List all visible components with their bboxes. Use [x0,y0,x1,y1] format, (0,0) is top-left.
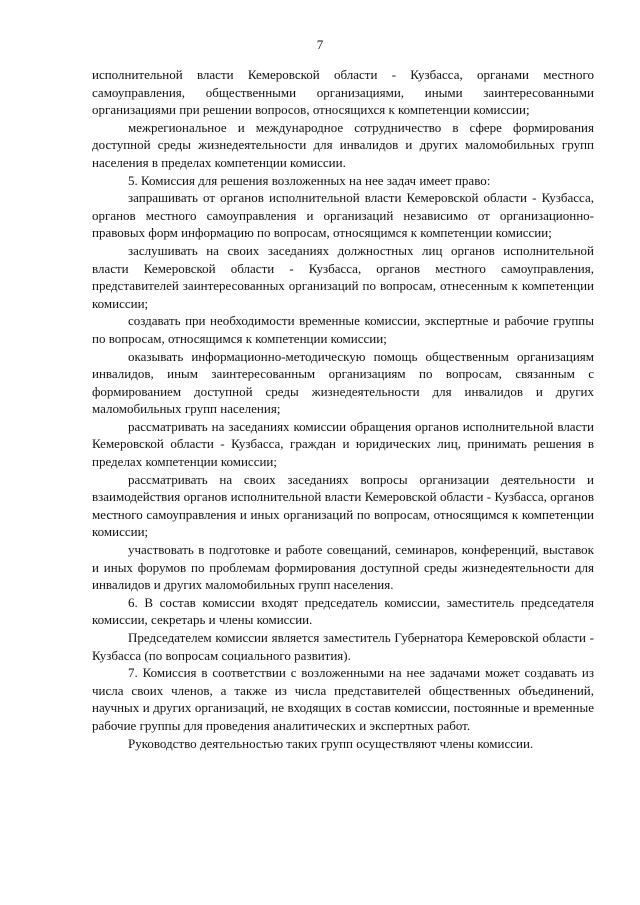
page-number: 7 [316,37,324,52]
paragraph-right-participate-events: участвовать в подготовке и работе совещаний, семинаров, конференций, выставок и иных форумов по проблемам формирования доступной среды жизнедеятельности для инвалидов и других маломобильных групп населения. [92,542,594,593]
paragraph-interregional-cooperation: межрегиональное и международное сотрудничество в сфере формирования доступной среды жизнедеятельности для инвалидов и других маломобильных групп населения в пределах компетенции комиссии. [92,119,594,170]
paragraph-chairman: Председателем комиссии является заместитель Губернатора Кемеровской области - Кузбасса (по вопросам социального развития). [92,630,594,663]
paragraph-continuation: исполнительной власти Кемеровской области - Кузбасса, органами местного самоуправления, общественными организациями, иными заинтересованными организациями при решении вопросов, относящихся к компетенции комиссии; [92,67,594,118]
paragraph-section-5-heading: 5. Комиссия для решения возложенных на нее задач имеет право: [128,172,491,188]
paragraph-right-methodical-help: оказывать информационно-методическую помощь общественным организациям инвалидов, иным заинтересованным организациям по вопросам, связанным с формированием доступной среды жизнедеятельности для инвалидов и других маломобильных групп населения; [92,348,594,417]
paragraph-group-leadership: Руководство деятельностью таких групп осуществляют члены комиссии. [128,735,534,751]
paragraph-section-7-working-groups: 7. Комиссия в соответствии с возложенными на нее задачами может создавать из числа своих членов, а также из числа представителей общественных объединений, научных и других организаций, не входящих в состав комиссии, постоянные и временные рабочие группы для проведения аналитических и экспертных работ. [92,665,594,733]
paragraph-right-request-info: запрашивать от органов исполнительной власти Кемеровской области - Кузбасса, органов местного самоуправления и организаций независимо от организационно-правовых форм информацию по вопросам, относящимся к компетенции комиссии; [92,190,594,241]
paragraph-right-consider-appeals: рассматривать на заседаниях комиссии обращения органов исполнительной власти Кемеровской области - Кузбасса, граждан и юридических лиц, принимать решения в пределах компетенции комиссии; [92,418,594,470]
document-body [92,66,594,752]
paragraph-right-hear-officials: заслушивать на своих заседаниях должностных лиц органов исполнительной власти Кемеровской области - Кузбасса, органов местного самоуправления, представителей заинтересованных организаций по вопросам, отнесенным к компетенции комиссии; [92,242,594,311]
paragraph-right-consider-cooperation: рассматривать на своих заседаниях вопросы организации деятельности и взаимодействия органов исполнительной власти Кемеровской области - Кузбасса, органов местного самоуправления и иных организаций по вопросам, относящимся к компетенции комиссии; [92,471,594,540]
paragraph-section-6-composition: 6. В состав комиссии входят председатель комиссии, заместитель председателя комиссии, секретарь и члены комиссии. [92,594,594,628]
paragraph-right-create-groups: создавать при необходимости временные комиссии, экспертные и рабочие группы по вопросам, относящимся к компетенции комиссии; [92,313,594,346]
